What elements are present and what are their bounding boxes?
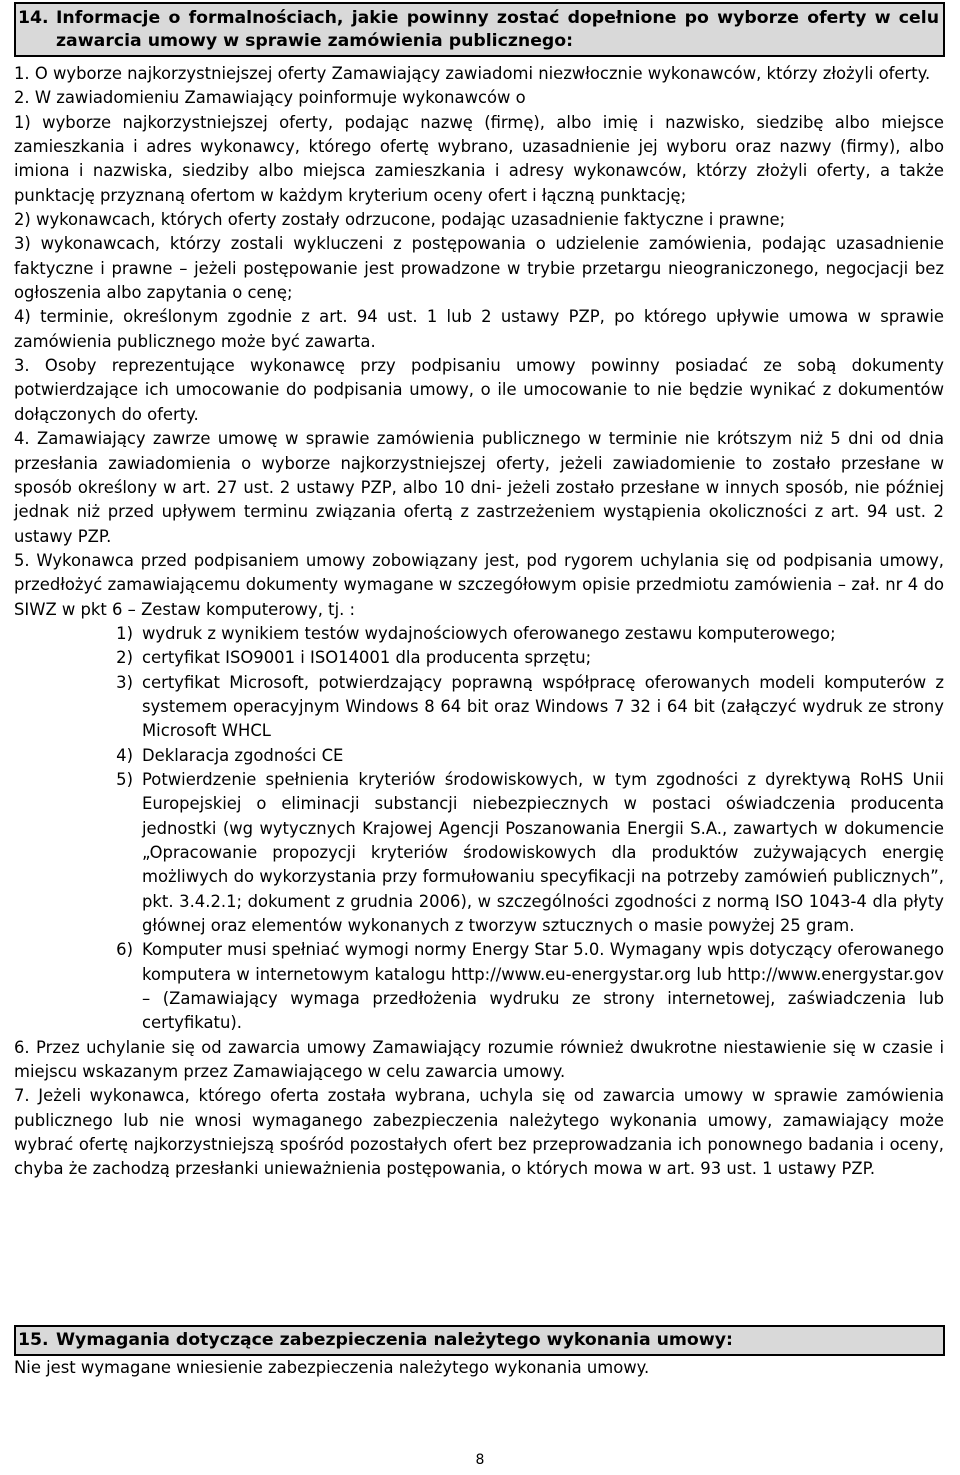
paragraph-2-item-3: 3) wykonawcach, którzy zostali wykluczeni z postępowania o udzielenie zamówienia, podając uzasadnienie faktyczne i prawne – jeżeli postępowanie jest prowadzone w trybie przetargu nieograniczonego, negocjacji bez ogłoszenia albo zapytania o cenę;: [14, 234, 944, 303]
list-item-number: 5): [116, 769, 133, 789]
paragraph-1: 1. O wyborze najkorzystniejszej oferty Zamawiający zawiadomi niezwłocznie wykonawców, którzy złożyli oferty.: [14, 64, 931, 83]
list-item: [14, 938, 944, 1035]
list-item: [14, 646, 944, 670]
page-number: 8: [475, 1452, 485, 1468]
list-item-number: 3): [116, 672, 133, 692]
list-item-text: Deklaracja zgodności CE: [142, 745, 344, 765]
paragraph-2-item-1: 1) wyborze najkorzystniejszej oferty, podając nazwę (firmę), albo imię i nazwisko, siedzibę albo miejsce zamieszkania i adres wykonawcy, którego ofertę wybrano, uzasadnienie jej wyboru oraz nazwy (firmy), albo imiona i nazwiska, siedziby albo miejsca zamieszkania i adresy wykonawców, którzy złożyli oferty, a także punktację przyznaną ofertom w każdym kryterium oceny ofert i łączną punktację;: [14, 112, 944, 205]
list-item-text: wydruk z wynikiem testów wydajnościowych oferowanego zestawu komputerowego;: [142, 623, 836, 643]
paragraph-2-intro: 2. W zawiadomieniu Zamawiający poinformuje wykonawców o: [14, 88, 526, 108]
paragraph-2-item-2: 2) wykonawcach, których oferty zostały odrzucone, podając uzasadnienie faktyczne i prawne;: [14, 210, 786, 230]
list-item: [14, 671, 944, 744]
list-item-number: 1): [116, 623, 133, 643]
required-documents-list: [14, 622, 944, 1036]
list-item: [14, 744, 944, 768]
section-14-header: [14, 2, 945, 57]
section-15-title: Wymagania dotyczące zabezpieczenia należytego wykonania umowy:: [56, 1330, 733, 1350]
list-item-text: certyfikat Microsoft, potwierdzający poprawną współpracę oferowanych modeli komputerów z systemem operacyjnym Windows 8 64 bit oraz Windows 7 32 i 64 bit (załączyć wydruk ze strony Microsoft WHCL: [142, 672, 944, 741]
paragraph-4: 4. Zamawiający zawrze umowę w sprawie zamówienia publicznego w terminie nie krótszym niż 5 dni od dnia przesłania zawiadomienia o wyborze najkorzystniejszej oferty, jeżeli zawiadomienie to zostało przesłane w sposób określony w art. 27 ust. 2 ustawy PZP, albo 10 dni- jeżeli zostało przesłane w innych sposób, nie później jednak niż przed upływem terminu związania ofertą z zastrzeżeniem wystąpienia okoliczności z art. 94 ust. 2 ustawy PZP.: [14, 429, 944, 546]
paragraph-6: 6. Przez uchylanie się od zawarcia umowy Zamawiający rozumie również dwukrotne niestawienie się w czasie i miejscu wskazanym przez Zamawiającego w celu zawarcia umowy.: [14, 1037, 944, 1082]
paragraph-3: 3. Osoby reprezentujące wykonawcę przy podpisaniu umowy powinny posiadać ze sobą dokumenty potwierdzające ich umocowanie do podpisania umowy, o ile umocowanie to nie będzie wynikać z dokumentów dołączonych do oferty.: [14, 356, 944, 424]
section-15-text: Nie jest wymagane wniesienie zabezpieczenia należytego wykonania umowy.: [14, 1358, 650, 1377]
list-item: [14, 622, 944, 646]
section-15-body: [14, 1356, 944, 1380]
list-item-number: 4): [116, 745, 133, 765]
list-item-number: 2): [116, 648, 133, 668]
paragraph-7: 7. Jeżeli wykonawca, którego oferta została wybrana, uchyla się od zawarcia umowy w sprawie zamówienia publicznego lub nie wnosi wymaganego zabezpieczenia należytego wykonania umowy, zamawiający może wybrać ofertę najkorzystniejszą spośród pozostałych ofert bez przeprowadzania ich ponownego badania i oceny, chyba że zachodzą przesłanki unieważnienia postępowania, o których mowa w art. 93 ust. 1 ustawy PZP.: [14, 1086, 944, 1179]
list-item-text: Potwierdzenie spełnienia kryteriów środowiskowych, w tym zgodności z dyrektywą RoHS Unii Europejskiej o eliminacji substancji niebezpiecznych w postaci oświadczenia producenta jednostki (wg wytycznych Krajowej Agencji Poszanowania Energii S.A., zawartych w dokumencie „Opracowanie propozycji kryteriów środowiskowych dla produktów zużywających energię możliwych do wykorzystania przy formułowaniu specyfikacji na potrzeby zamówień publicznych”, pkt. 3.4.2.1; dokument z grudnia 2006), w szczególności zgodności z normą ISO 1043-4 dla płyty głównej oraz elementów wykonanych z tworzyw sztucznych o masie powyżej 25 gram.: [142, 769, 944, 936]
paragraph-2-item-4: 4) terminie, określonym zgodnie z art. 94 ust. 1 lub 2 ustawy PZP, po którego upływie umowa w sprawie zamówienia publicznego może być zawarta.: [14, 307, 944, 351]
section-15-header: [14, 1325, 945, 1356]
list-item: [14, 768, 944, 938]
list-item-text: certyfikat ISO9001 i ISO14001 dla producenta sprzętu;: [142, 648, 592, 668]
list-item-number: 6): [116, 940, 133, 960]
section-14-body: [14, 62, 944, 1182]
section-14-number: 14.: [18, 8, 49, 28]
section-14-title: Informacje o formalnościach, jakie powinny zostać dopełnione po wyborze oferty w celu zawarcia umowy w sprawie zamówienia publicznego:: [56, 8, 939, 51]
list-item-text: Komputer musi spełniać wymogi normy Energy Star 5.0. Wymagany wpis dotyczący oferowanego komputera w internetowym katalogu http://www.eu-energystar.org lub http://www.energystar.gov – (Zamawiający wymaga przedłożenia wydruku ze strony internetowej, zaświadczenia lub certyfikatu).: [142, 940, 944, 1033]
paragraph-5: 5. Wykonawca przed podpisaniem umowy zobowiązany jest, pod rygorem uchylania się od podpisania umowy, przedłożyć zamawiającemu dokumenty wymagane w szczegółowym opisie przedmiotu zamówienia – zał. nr 4 do SIWZ w pkt 6 – Zestaw komputerowy, tj. :: [14, 550, 944, 619]
section-15-number: 15.: [18, 1330, 49, 1350]
